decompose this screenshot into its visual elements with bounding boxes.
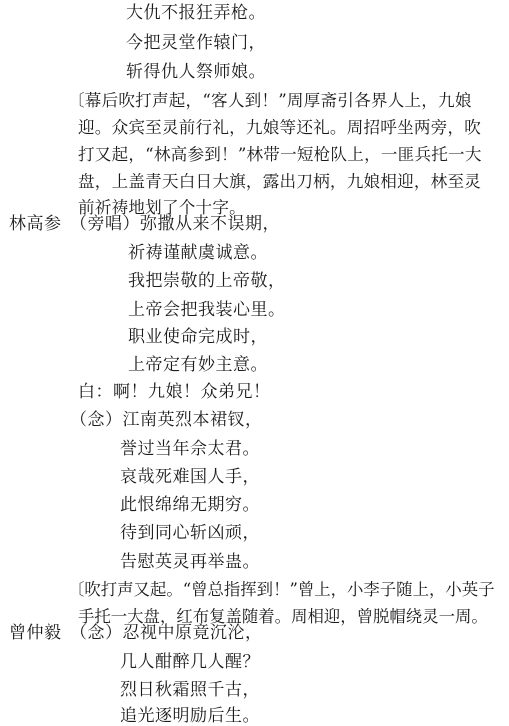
speaker-name: 林高参 <box>9 214 62 234</box>
verse-line: 此恨绵绵无期穷。 <box>120 495 260 515</box>
stage-direction-line: 〔吹打声又起。“曾总指挥到！”曾上，小李子随上，小英子 <box>68 580 495 599</box>
verse-line: （念）忍视中原竟沉沦， <box>70 623 263 643</box>
verse-line: 祈祷谨献虞诚意。 <box>128 243 268 263</box>
verse-line: 职业使命完成时， <box>128 327 268 347</box>
verse-line: 大仇不报狂弄枪。 <box>126 3 266 23</box>
verse-line: 追光逐明励后生。 <box>120 706 260 726</box>
verse-line: 告慰英灵再举蛊。 <box>120 552 260 572</box>
verse-line: 今把灵堂作辕门， <box>126 33 266 53</box>
stage-direction-line: 前祈祷地划了个十字。 <box>78 198 246 217</box>
verse-line: （念）江南英烈本裙钗， <box>70 410 263 430</box>
verse-line: 几人酣醉几人醒？ <box>120 652 260 672</box>
stage-direction-line: 迎。众宾至灵前行礼，九娘等还礼。周招呼坐两旁，吹 <box>78 118 482 137</box>
verse-line: 我把崇敬的上帝敬， <box>128 271 286 291</box>
stage-direction-line: 〔幕后吹打声起，“客人到！”周厚斋引各界人上，九娘 <box>68 91 472 110</box>
stage-direction-line: 盘，上盖青天白日大旗，露出刀柄，九娘相迎，林至灵 <box>78 172 482 191</box>
spoken-line: 白：啊！九娘！众弟兄！ <box>78 382 271 402</box>
verse-line: 烈日秋霜照千古， <box>120 680 260 700</box>
stage-direction-line: 打又起，“林高参到！”林带一短枪队上，一匪兵托一大 <box>78 145 482 164</box>
verse-line: （旁唱）弥撒从来不误期， <box>70 214 280 234</box>
verse-line: 待到同心斩凶顽， <box>120 523 260 543</box>
speaker-name: 曾仲毅 <box>9 623 62 643</box>
verse-line: 哀哉死难国人手， <box>120 467 260 487</box>
verse-line: 誉过当年佘太君。 <box>120 439 260 459</box>
verse-line: 斩得仇人祭师娘。 <box>126 62 266 82</box>
verse-line: 上帝会把我装心里。 <box>128 300 286 320</box>
verse-line: 上帝定有妙主意。 <box>128 355 268 375</box>
stage-direction-line: 手托一大盘，红布复盖随着。周相迎，曾脱帽绕灵一周。 <box>78 607 488 626</box>
